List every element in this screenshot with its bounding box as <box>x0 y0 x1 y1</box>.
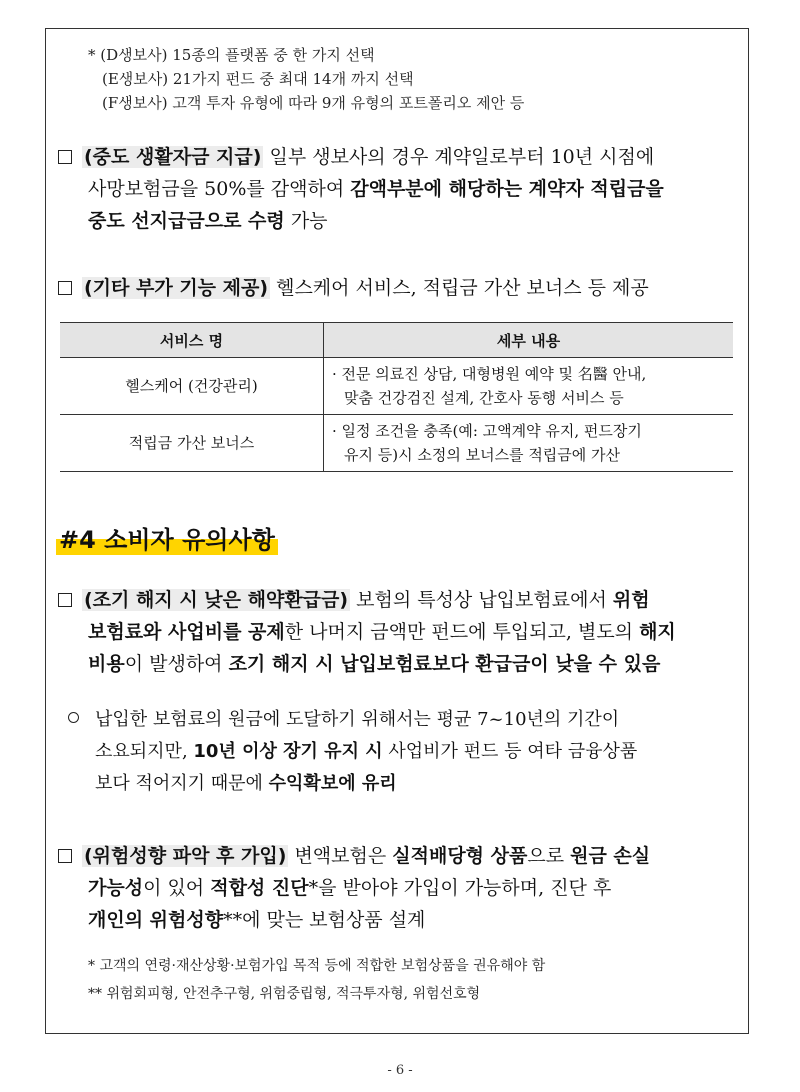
service-detail <box>324 358 734 415</box>
paragraph-text: 납입한 보험료의 원금에 도달하기 위해서는 평균 7~10년의 기간이 <box>95 709 620 730</box>
checkbox-square-icon <box>58 150 72 164</box>
checkbox-square-icon <box>58 849 72 863</box>
paragraph-bold-text: 10년 이상 장기 유지 시 <box>193 741 383 762</box>
footnote-risk-types: ** 위험회피형, 안전추구형, 위험중립형, 적극투자형, 위험선호형 <box>88 986 481 1002</box>
table-row <box>60 358 733 415</box>
paragraph-bold-text: 비용 <box>88 653 125 675</box>
paragraph-bold-text: 실적배당형 상품 <box>392 845 528 867</box>
paragraph-text: 이 발생하여 <box>124 653 229 675</box>
paragraph-text: 이 있어 <box>143 877 211 899</box>
service-name: 헬스케어 (건강관리) <box>60 358 324 415</box>
paragraph-text: 보험의 특성상 납입보험료에서 <box>350 589 613 611</box>
checkbox-square-icon <box>58 281 72 295</box>
paragraph-bold-text: 중도 선지급금으로 수령 <box>88 210 285 232</box>
detail-line: 유지 등)시 소정의 보너스를 적립금에 가산 <box>344 446 621 464</box>
table-header: 서비스 명 <box>60 323 324 358</box>
paragraph-bold-text: 조기 해지 시 납입보험료보다 환급금이 낮을 수 있음 <box>228 653 661 675</box>
paragraph-heading: (조기 해지 시 낮은 해약환급금) <box>84 589 349 611</box>
paragraph-text: 가능 <box>284 210 328 232</box>
footnote-suitability: * 고객의 연령·재산상황·보험가입 목적 등에 적합한 보험상품을 권유해야 함 <box>88 958 546 974</box>
service-detail <box>324 415 734 472</box>
page-number: - 6 - <box>387 1063 413 1078</box>
table-header-row <box>60 323 733 358</box>
detail-line: 맞춤 건강검진 설계, 간호사 동행 서비스 등 <box>344 389 624 407</box>
detail-line: · 일정 조건을 충족(예: 고액계약 유지, 펀드장기 <box>332 422 642 440</box>
bullet-circle-icon <box>68 712 79 723</box>
section-title: #4 소비자 유의사항 <box>56 520 278 555</box>
paragraph-bold-text: 개인의 위험성향 <box>88 909 224 931</box>
paragraph-bold-text: 적합성 진단 <box>210 877 309 899</box>
note-d: * (D생보사) 15종의 플랫폼 중 한 가지 선택 <box>88 46 375 64</box>
checkbox-square-icon <box>58 593 72 607</box>
service-table <box>60 322 733 472</box>
service-name: 적립금 가산 보너스 <box>60 415 324 472</box>
table-header: 세부 내용 <box>324 323 734 358</box>
paragraph-text: 일부 생보사의 경우 계약일로부터 10년 시점에 <box>263 146 655 168</box>
paragraph-text: 사망보험금을 50%를 감액하여 <box>88 178 351 200</box>
paragraph-bold-text: 해지 <box>639 621 676 643</box>
paragraph-bold-text: 가능성 <box>88 877 144 899</box>
paragraph-text: 한 나머지 금액만 펀드에 투입되고, 별도의 <box>284 621 640 643</box>
paragraph-heading: (위험성향 파악 후 가입) <box>84 845 287 867</box>
paragraph-text: **에 맞는 보험상품 설계 <box>223 909 426 931</box>
table-row <box>60 415 733 472</box>
note-e: (E생보사) 21가지 펀드 중 최대 14개 까지 선택 <box>102 70 414 88</box>
paragraph-text: *을 받아야 가입이 가능하며, 진단 후 <box>308 877 612 899</box>
paragraph-bold-text: 보험료와 사업비를 공제 <box>88 621 285 643</box>
paragraph-text: 변액보험은 <box>288 845 393 867</box>
paragraph-text: 으로 <box>527 845 571 867</box>
paragraph-heading: (중도 생활자금 지급) <box>84 146 262 168</box>
detail-line: · 전문 의료진 상담, 대형병원 예약 및 名醫 안내, <box>332 365 647 383</box>
paragraph-text: 헬스케어 서비스, 적립금 가산 보너스 등 제공 <box>270 277 649 299</box>
paragraph-text: 보다 적어지기 때문에 <box>95 773 269 794</box>
paragraph-text: 사업비가 펀드 등 여타 금융상품 <box>382 741 638 762</box>
paragraph-bold-text: 위험 <box>612 589 650 611</box>
paragraph-bold-text: 수익확보에 유리 <box>268 773 397 794</box>
paragraph-bold-text: 감액부분에 해당하는 계약자 적립금을 <box>350 178 664 200</box>
paragraph-bold-text: 원금 손실 <box>570 845 651 867</box>
paragraph-text: 소요되지만, <box>95 741 194 762</box>
paragraph-heading: (기타 부가 기능 제공) <box>84 277 269 299</box>
note-f: (F생보사) 고객 투자 유형에 따라 9개 유형의 포트폴리오 제안 등 <box>102 94 525 112</box>
